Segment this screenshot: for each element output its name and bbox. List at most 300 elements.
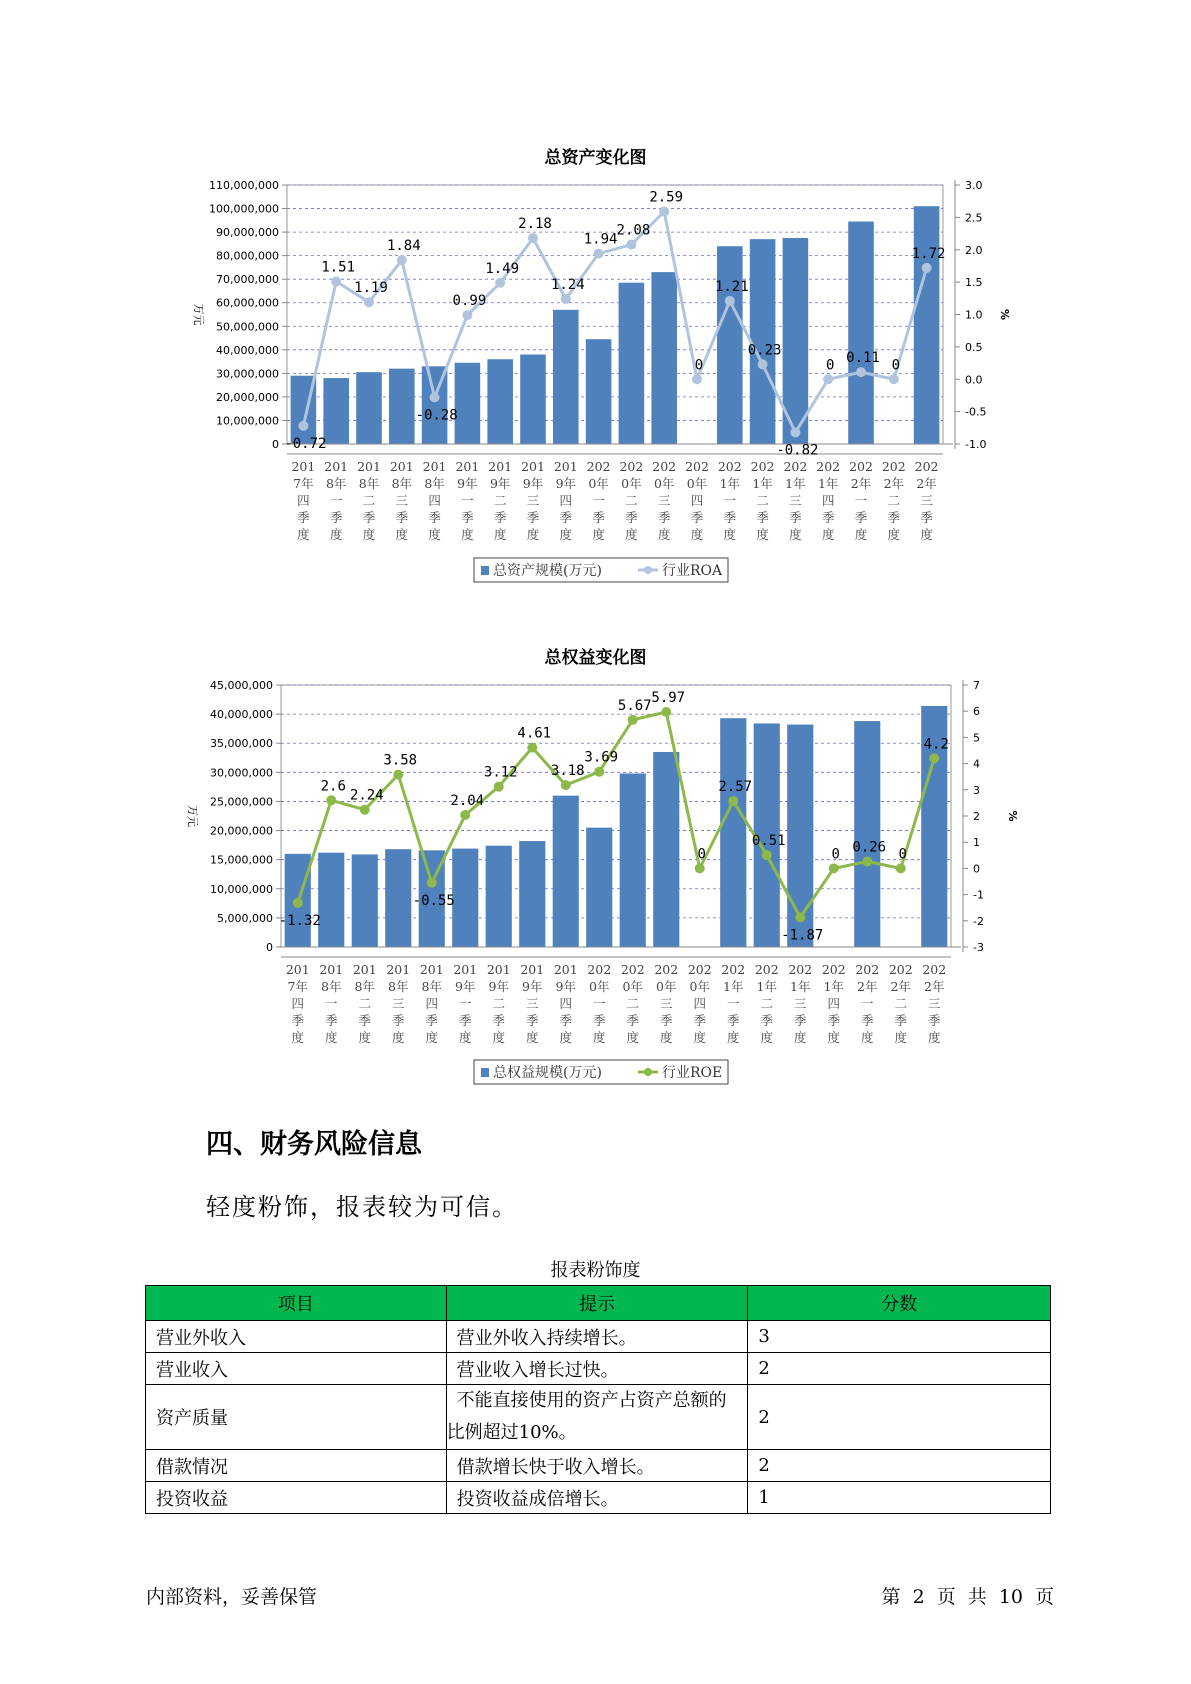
bar <box>519 841 545 947</box>
x-tick-label: 202 <box>619 459 644 474</box>
x-tick-label: 季 <box>690 510 704 525</box>
x-tick-label: 度 <box>626 1030 640 1045</box>
data-label: 3.18 <box>550 763 585 780</box>
x-tick-label: 度 <box>894 1030 908 1045</box>
x-tick-label: 201 <box>386 962 411 977</box>
y-tick-label: 45,000,000 <box>210 679 273 692</box>
data-label: 2.08 <box>616 222 651 239</box>
table-row <box>146 1321 1051 1353</box>
x-tick-label: 季 <box>493 510 507 525</box>
x-tick-label: 度 <box>395 527 409 542</box>
y-tick-label: 60,000,000 <box>216 296 279 310</box>
line-point <box>626 240 636 250</box>
x-tick-label: 一 <box>329 493 343 508</box>
x-tick-label: 季 <box>659 1013 673 1028</box>
y2-tick-label: 0.5 <box>965 340 983 354</box>
x-tick-label: 0年 <box>653 476 675 491</box>
y2-tick-label: 2 <box>973 810 980 823</box>
x-tick-label: 四 <box>690 493 704 508</box>
line-point <box>758 359 768 369</box>
section-heading: 四、财务风险信息 <box>206 1129 422 1160</box>
data-label: 0 <box>831 846 840 863</box>
x-tick-label: 201 <box>291 459 316 474</box>
x-tick-label: 202 <box>721 962 746 977</box>
x-tick-label: 202 <box>717 459 742 474</box>
x-tick-label: 季 <box>657 510 671 525</box>
x-tick-label: 9年 <box>457 476 478 491</box>
line-point <box>561 780 571 790</box>
data-label: 2.6 <box>320 778 346 795</box>
x-tick-label: 2年 <box>883 476 905 491</box>
data-label: 1.24 <box>550 276 585 293</box>
data-label: 1.49 <box>485 260 520 277</box>
x-tick-label: 三 <box>793 996 807 1011</box>
x-tick-label: 二 <box>894 996 908 1011</box>
bar <box>619 283 645 444</box>
x-tick-label: 201 <box>455 459 480 474</box>
x-tick-label: 度 <box>625 527 638 542</box>
chart1-title: 总资产变化图 <box>544 148 647 168</box>
x-tick-label: 8年 <box>391 476 413 491</box>
x-tick-label: 季 <box>760 1013 774 1028</box>
x-tick-label: 季 <box>461 510 474 525</box>
x-tick-label: 三 <box>526 493 540 508</box>
line-point <box>795 912 805 922</box>
y-tick-label: 10,000,000 <box>210 882 273 896</box>
line-point <box>495 278 505 288</box>
x-tick-label: 度 <box>428 527 441 542</box>
x-tick-label: 0年 <box>656 979 677 994</box>
y2-tick-label: -1.0 <box>965 438 987 451</box>
line-point <box>594 767 604 777</box>
y-tick-label: 40,000,000 <box>210 708 273 722</box>
x-tick-label: 季 <box>854 510 868 525</box>
x-tick-label: 四 <box>425 996 439 1011</box>
row-item: 营业收入 <box>146 1353 447 1385</box>
data-label: 4.2 <box>923 736 949 753</box>
x-tick-label: 9年 <box>555 476 577 491</box>
x-tick-label: 二 <box>492 996 506 1011</box>
data-label: -0.72 <box>284 435 327 452</box>
footer-page-number: 第 2 页 共 10 页 <box>881 1586 1054 1608</box>
bar <box>620 773 646 947</box>
row-item: 借款情况 <box>146 1450 447 1482</box>
table-row <box>146 1353 1051 1385</box>
x-tick-label: 度 <box>827 1030 841 1045</box>
x-tick-label: 201 <box>389 459 414 474</box>
y2-tick-label: 1 <box>973 836 980 850</box>
data-label: 0 <box>898 846 907 863</box>
data-label: -1.32 <box>278 912 321 929</box>
x-tick-label: 度 <box>854 527 868 542</box>
x-tick-label: 201 <box>520 962 545 977</box>
row-hint: 投资收益成倍增长。 <box>446 1482 748 1514</box>
bar <box>520 355 546 444</box>
x-tick-label: 度 <box>690 527 704 542</box>
x-tick-label: 202 <box>821 962 846 977</box>
x-tick-label: 8年 <box>325 476 347 491</box>
x-tick-label: 0年 <box>589 979 610 994</box>
row-hint: 不能直接使用的资产占资产总额的比例超过10%。 <box>446 1385 748 1450</box>
x-tick-label: 季 <box>559 510 573 525</box>
x-tick-label: 季 <box>592 1013 606 1028</box>
data-label: 2.04 <box>450 792 485 809</box>
x-tick-label: 202 <box>849 459 873 474</box>
y2-tick-label: 0.0 <box>965 373 983 387</box>
x-tick-label: 8年 <box>358 476 380 491</box>
x-tick-label: 202 <box>620 962 645 977</box>
data-label: 2.18 <box>518 216 552 233</box>
x-tick-label: 季 <box>526 510 540 525</box>
x-tick-label: 季 <box>324 1013 338 1028</box>
bar <box>586 339 612 444</box>
row-score: 2 <box>748 1385 1051 1450</box>
x-tick-label: 度 <box>461 527 474 542</box>
x-tick-label: 0年 <box>621 476 642 491</box>
x-tick-label: 度 <box>458 1030 472 1045</box>
x-tick-label: 度 <box>329 527 343 542</box>
data-label: 1.84 <box>386 238 421 255</box>
data-label: 0 <box>825 357 835 374</box>
x-tick-label: 2年 <box>850 476 872 491</box>
y2-tick-label: -2 <box>973 914 984 928</box>
x-tick-label: 8年 <box>321 979 342 994</box>
y-tick-label: 10,000,000 <box>216 414 279 428</box>
x-tick-label: 度 <box>756 527 769 542</box>
line-point <box>527 743 537 753</box>
x-tick-label: 季 <box>391 1013 405 1028</box>
x-tick-label: 度 <box>425 1030 439 1045</box>
x-tick-label: 1年 <box>790 979 811 994</box>
y-tick-label: 50,000,000 <box>216 320 279 334</box>
x-tick-label: 7年 <box>287 979 308 994</box>
data-label: 1.94 <box>583 231 618 248</box>
y-tick-label: 20,000,000 <box>216 390 279 404</box>
x-tick-label: 二 <box>760 996 774 1011</box>
header-score: 分数 <box>748 1286 1051 1321</box>
x-tick-label: 度 <box>726 1030 740 1045</box>
x-tick-label: 201 <box>419 962 444 977</box>
y-tick-label: 80,000,000 <box>216 249 279 263</box>
data-label: 0.51 <box>751 833 786 850</box>
x-tick-label: 度 <box>525 1030 539 1045</box>
data-label: 0.99 <box>452 293 487 310</box>
x-tick-label: 202 <box>922 962 947 977</box>
line-point <box>856 367 866 377</box>
x-tick-label: 1年 <box>823 979 844 994</box>
x-tick-label: 三 <box>920 493 933 508</box>
x-tick-label: 季 <box>395 510 409 525</box>
x-tick-label: 202 <box>816 459 841 474</box>
x-tick-label: 三 <box>657 493 671 508</box>
x-tick-label: 季 <box>458 1013 472 1028</box>
x-tick-label: 度 <box>793 1030 807 1045</box>
x-tick-label: 度 <box>559 527 573 542</box>
x-tick-label: 一 <box>461 493 474 508</box>
data-label: 0.11 <box>846 350 880 367</box>
y2-tick-label: 4 <box>973 757 980 771</box>
x-tick-label: 度 <box>492 1030 506 1045</box>
data-label: 5.97 <box>651 689 686 706</box>
data-label: 0.26 <box>852 839 887 856</box>
y2-tick-label: 5 <box>973 731 980 745</box>
line-point <box>561 294 571 304</box>
line-point <box>790 427 800 437</box>
x-tick-label: 度 <box>291 1030 305 1045</box>
x-tick-label: 二 <box>625 493 638 508</box>
x-tick-label: 2年 <box>924 979 945 994</box>
data-label: 0 <box>891 357 901 374</box>
x-tick-label: 季 <box>723 510 737 525</box>
chart2-title: 总权益变化图 <box>544 648 647 668</box>
line-point <box>494 782 504 792</box>
y-tick-label: 90,000,000 <box>216 226 279 240</box>
x-tick-label: 201 <box>285 962 310 977</box>
x-tick-label: 季 <box>726 1013 740 1028</box>
x-tick-label: 201 <box>553 962 578 977</box>
x-tick-label: 季 <box>329 510 343 525</box>
legend-label: 总权益规模(万元) <box>493 1065 602 1081</box>
x-tick-label: 度 <box>362 527 376 542</box>
row-score: 3 <box>748 1321 1051 1353</box>
x-tick-label: 9年 <box>555 979 576 994</box>
y-tick-label: 15,000,000 <box>210 853 273 867</box>
y2-axis-label: % <box>998 308 1011 321</box>
data-label: 1.21 <box>714 278 749 295</box>
x-tick-label: 一 <box>723 493 737 508</box>
x-tick-label: 二 <box>756 493 769 508</box>
x-tick-label: 度 <box>493 527 507 542</box>
bar <box>854 721 880 947</box>
x-tick-label: 201 <box>521 459 545 474</box>
x-tick-label: 度 <box>657 527 671 542</box>
bar <box>318 853 344 947</box>
y2-tick-label: -3 <box>973 941 984 954</box>
x-tick-label: 一 <box>854 493 868 508</box>
bar <box>455 363 481 444</box>
data-label: 2.59 <box>649 189 684 206</box>
x-tick-label: 0年 <box>689 979 710 994</box>
x-tick-label: 三 <box>789 493 802 508</box>
line-point <box>695 863 705 873</box>
x-tick-label: 8年 <box>421 979 442 994</box>
x-tick-label: 201 <box>319 962 344 977</box>
row-hint: 营业外收入持续增长。 <box>446 1321 748 1353</box>
bar <box>553 796 579 947</box>
data-label: 3.58 <box>383 752 418 769</box>
x-tick-label: 202 <box>685 459 709 474</box>
row-item: 营业外收入 <box>146 1321 447 1353</box>
data-label: -0.55 <box>412 892 455 909</box>
x-tick-label: 度 <box>659 1030 673 1045</box>
x-tick-label: 季 <box>297 510 310 525</box>
line-point <box>692 374 702 384</box>
x-tick-label: 7年 <box>293 476 314 491</box>
line-point <box>929 753 939 763</box>
x-tick-label: 季 <box>927 1013 941 1028</box>
line-point <box>293 898 303 908</box>
y2-tick-label: 3 <box>973 783 980 797</box>
x-tick-label: 一 <box>860 996 874 1011</box>
data-label: -0.28 <box>415 407 458 424</box>
legend-label: 行业ROE <box>662 1065 723 1081</box>
x-tick-label: 202 <box>855 962 880 977</box>
x-tick-label: 四 <box>821 493 835 508</box>
x-tick-label: 202 <box>587 962 612 977</box>
x-tick-label: 1年 <box>756 979 777 994</box>
x-tick-label: 季 <box>789 510 802 525</box>
y-tick-label: 5,000,000 <box>217 911 273 925</box>
line-point <box>427 878 437 888</box>
x-tick-label: 度 <box>526 527 540 542</box>
x-tick-label: 季 <box>860 1013 874 1028</box>
x-tick-label: 季 <box>492 1013 506 1028</box>
line-point <box>528 233 538 243</box>
x-tick-label: 季 <box>358 1013 372 1028</box>
data-label: 2.24 <box>349 787 384 804</box>
y2-tick-label: 2.0 <box>965 243 983 257</box>
legend-label: 行业ROA <box>662 563 723 579</box>
x-tick-label: 一 <box>726 996 740 1011</box>
y2-tick-label: -0.5 <box>965 405 987 419</box>
x-tick-label: 201 <box>553 459 578 474</box>
x-tick-label: 202 <box>788 962 813 977</box>
line-point <box>628 715 638 725</box>
data-label: 0.23 <box>747 342 782 359</box>
x-tick-label: 一 <box>592 996 606 1011</box>
x-tick-label: 二 <box>887 493 901 508</box>
y-tick-label: 70,000,000 <box>216 273 279 287</box>
x-tick-label: 201 <box>453 962 478 977</box>
x-tick-label: 季 <box>920 510 933 525</box>
y-tick-label: 20,000,000 <box>210 824 273 838</box>
x-tick-label: 季 <box>626 1013 640 1028</box>
x-tick-label: 季 <box>625 510 638 525</box>
line-point <box>594 249 604 259</box>
x-tick-label: 1年 <box>719 476 741 491</box>
x-tick-label: 度 <box>789 527 802 542</box>
x-tick-label: 202 <box>783 459 808 474</box>
x-tick-label: 季 <box>291 1013 305 1028</box>
x-tick-label: 度 <box>760 1030 774 1045</box>
x-tick-label: 季 <box>559 1013 573 1028</box>
data-label: 1.19 <box>354 280 388 297</box>
bar <box>651 272 677 444</box>
x-tick-label: 201 <box>422 459 447 474</box>
bar <box>717 246 743 444</box>
x-tick-label: 202 <box>754 962 779 977</box>
x-tick-label: 度 <box>821 527 835 542</box>
data-label: 3.69 <box>584 749 619 766</box>
bar <box>720 718 746 947</box>
footer-note: 内部资料，妥善保管 <box>146 1586 318 1608</box>
x-tick-label: 度 <box>887 527 901 542</box>
x-tick-label: 0年 <box>686 476 708 491</box>
x-tick-label: 四 <box>297 493 310 508</box>
x-tick-label: 201 <box>357 459 381 474</box>
section-summary: 轻度粉饰，报表较为可信。 <box>206 1193 518 1221</box>
bar <box>452 849 478 947</box>
x-tick-label: 度 <box>391 1030 405 1045</box>
line-point <box>397 255 407 265</box>
x-tick-label: 1年 <box>752 476 773 491</box>
table-header-row <box>146 1286 1051 1321</box>
y2-axis-label: % <box>1006 810 1019 822</box>
y-tick-label: 30,000,000 <box>216 367 279 381</box>
header-hint: 提示 <box>446 1286 748 1321</box>
x-tick-label: 季 <box>525 1013 539 1028</box>
x-tick-label: 8年 <box>424 476 445 491</box>
y-axis-label: 万元 <box>192 303 205 326</box>
x-tick-label: 季 <box>793 1013 807 1028</box>
x-tick-label: 202 <box>914 459 939 474</box>
bar <box>653 752 679 947</box>
y-tick-label: 40,000,000 <box>216 343 279 357</box>
x-tick-label: 1年 <box>817 476 839 491</box>
y2-tick-label: 1.5 <box>965 276 983 290</box>
x-tick-label: 1年 <box>785 476 806 491</box>
bar <box>356 372 382 444</box>
x-tick-label: 季 <box>362 510 376 525</box>
bar <box>323 378 349 444</box>
x-tick-label: 1年 <box>723 979 744 994</box>
table-caption: 报表粉饰度 <box>550 1260 641 1281</box>
line-point <box>661 707 671 717</box>
x-tick-label: 一 <box>324 996 338 1011</box>
data-label: 1.51 <box>321 259 356 276</box>
x-tick-label: 9年 <box>522 979 543 994</box>
row-score: 2 <box>748 1353 1051 1385</box>
total-equity-chart <box>0 490 1191 1110</box>
data-label: 1.72 <box>911 245 946 262</box>
bar <box>385 849 411 947</box>
line-point <box>728 796 738 806</box>
x-tick-label: 一 <box>592 493 605 508</box>
x-tick-label: 度 <box>358 1030 372 1045</box>
x-tick-label: 202 <box>881 459 906 474</box>
x-tick-label: 度 <box>693 1030 707 1045</box>
line-point <box>829 863 839 873</box>
x-tick-label: 四 <box>559 493 573 508</box>
y-tick-label: 0 <box>272 438 279 451</box>
plot-area <box>278 685 951 947</box>
line-point <box>889 374 899 384</box>
x-tick-label: 度 <box>324 1030 338 1045</box>
x-tick-label: 度 <box>920 527 933 542</box>
x-tick-label: 四 <box>291 996 305 1011</box>
x-tick-label: 二 <box>493 493 507 508</box>
y2-tick-label: 7 <box>973 679 980 692</box>
y-tick-label: 0 <box>266 941 273 954</box>
bar <box>914 206 940 444</box>
line-point <box>393 770 403 780</box>
x-tick-label: 2年 <box>857 979 878 994</box>
x-tick-label: 202 <box>586 459 611 474</box>
x-tick-label: 9年 <box>522 476 544 491</box>
x-tick-label: 0年 <box>622 979 643 994</box>
header-item: 项目 <box>146 1286 447 1321</box>
line-point <box>364 297 374 307</box>
x-tick-label: 度 <box>297 527 310 542</box>
bar <box>389 369 415 444</box>
table-row <box>146 1385 1051 1450</box>
row-hint: 借款增长快于收入增长。 <box>446 1450 748 1482</box>
line-point <box>922 263 932 273</box>
x-tick-label: 度 <box>927 1030 941 1045</box>
bar <box>487 359 513 444</box>
y2-tick-label: 1.0 <box>965 308 983 322</box>
table-row <box>146 1450 1051 1482</box>
